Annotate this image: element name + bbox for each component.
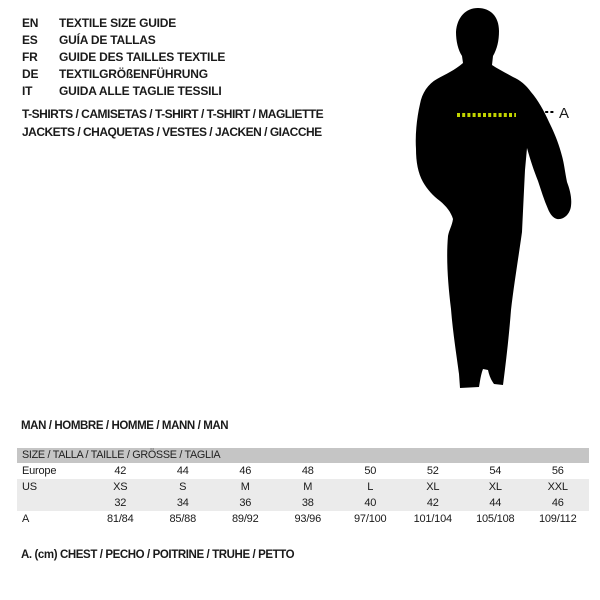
section-heading-man: MAN / HOMBRE / HOMME / MANN / MAN <box>21 420 229 432</box>
table-cell: 89/92 <box>231 513 259 525</box>
table-cell: 46 <box>551 497 564 509</box>
language-title: TEXTILGRÖßENFÜHRUNG <box>59 67 208 81</box>
table-cell: 36 <box>239 497 252 509</box>
man-silhouette <box>416 8 572 388</box>
language-code: FR <box>22 50 38 64</box>
table-row-numeric <box>17 495 589 511</box>
table-cell: 101/104 <box>413 513 452 525</box>
table-cell: 40 <box>364 497 377 509</box>
language-code: ES <box>22 33 38 47</box>
table-cell: 54 <box>489 465 502 477</box>
table-cell: 93/96 <box>294 513 322 525</box>
measure-label-a: A <box>559 105 570 122</box>
table-cell: 38 <box>301 497 314 509</box>
table-cell: 32 <box>114 497 127 509</box>
table-cell: 44 <box>489 497 502 509</box>
table-cell: 34 <box>176 497 189 509</box>
language-row <box>22 66 225 83</box>
table-cell: 48 <box>301 465 314 477</box>
table-cell: 85/88 <box>169 513 197 525</box>
size-table-header: SIZE / TALLA / TAILLE / GRÖSSE / TAGLIA <box>17 448 589 463</box>
size-table <box>17 448 589 527</box>
category-lines <box>22 105 323 141</box>
table-cell: 105/108 <box>476 513 515 525</box>
table-cell: L <box>367 481 374 493</box>
language-title: TEXTILE SIZE GUIDE <box>59 16 177 30</box>
table-cell: 56 <box>551 465 564 477</box>
table-row-us <box>17 479 589 495</box>
table-cell: 50 <box>364 465 377 477</box>
category-line-jackets: JACKETS / CHAQUETAS / VESTES / JACKEN / GIACCHE <box>22 125 322 139</box>
table-cell: 97/100 <box>354 513 387 525</box>
table-cell: 44 <box>176 465 189 477</box>
language-code: EN <box>22 16 39 30</box>
row-label: A <box>22 513 30 525</box>
row-label: US <box>22 481 37 493</box>
language-row <box>22 49 225 66</box>
row-label: Europe <box>22 465 57 477</box>
table-cell: S <box>179 481 187 493</box>
language-row <box>22 83 225 100</box>
table-cell: XL <box>426 481 440 493</box>
language-title: GUIDA ALLE TAGLIE TESSILI <box>59 84 222 98</box>
table-row-europe <box>17 463 589 479</box>
category-line-tshirts: T-SHIRTS / CAMISETAS / T-SHIRT / T-SHIRT / MAGLIETTE <box>22 107 324 121</box>
language-row <box>22 15 225 32</box>
measurement-footnote: A. (cm) CHEST / PECHO / POITRINE / TRUHE / PETTO <box>21 549 295 561</box>
table-cell: 42 <box>426 497 439 509</box>
table-cell: XL <box>488 481 502 493</box>
table-cell: 46 <box>239 465 252 477</box>
table-cell: 81/84 <box>106 513 134 525</box>
table-cell: 52 <box>426 465 439 477</box>
language-code: DE <box>22 67 39 81</box>
language-row <box>22 32 225 49</box>
table-cell: M <box>240 481 250 493</box>
language-guide <box>22 15 225 100</box>
table-cell: 42 <box>114 465 127 477</box>
table-cell: XS <box>113 481 128 493</box>
table-cell: 109/112 <box>538 513 577 525</box>
language-title: GUIDE DES TAILLES TEXTILE <box>59 50 226 64</box>
language-code: IT <box>22 84 33 98</box>
row-label <box>17 495 89 511</box>
table-cell: M <box>303 481 313 493</box>
table-cell: XXL <box>547 481 568 493</box>
man-silhouette-figure <box>395 0 595 420</box>
table-row-chest-a <box>17 511 589 527</box>
language-title: GUÍA DE TALLAS <box>59 33 156 47</box>
